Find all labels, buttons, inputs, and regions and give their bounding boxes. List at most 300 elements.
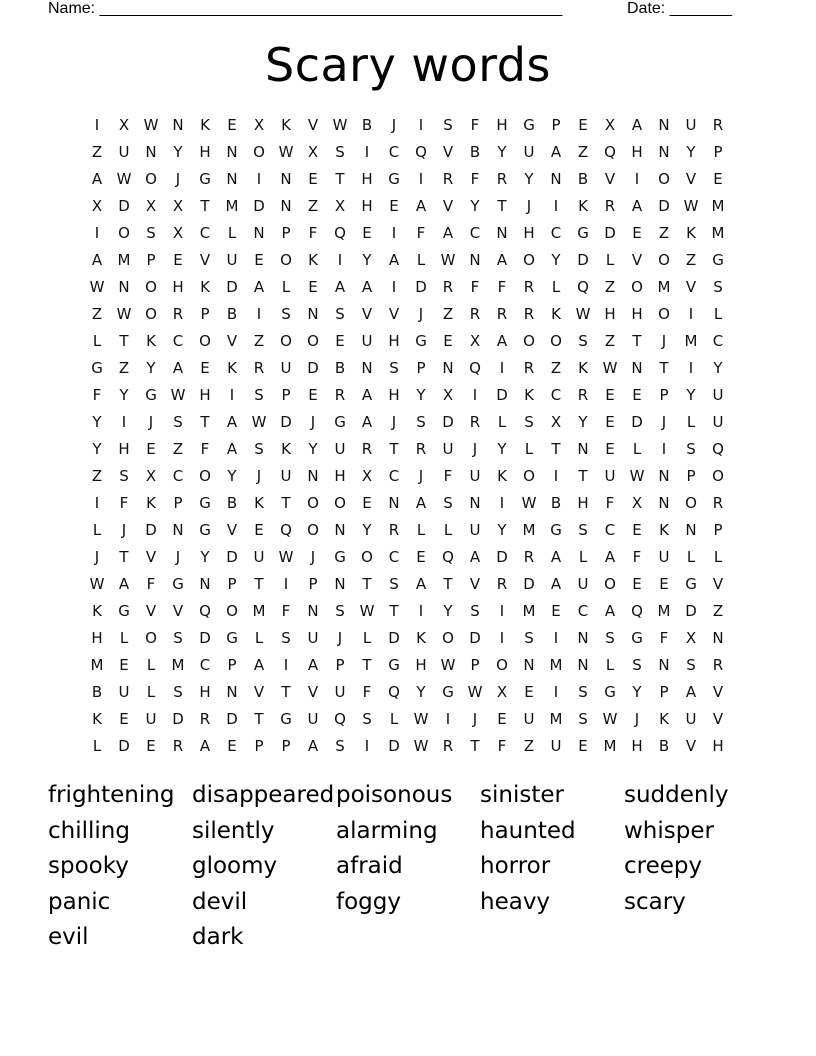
grid-letter: N — [712, 629, 724, 647]
grid-letter: O — [280, 251, 292, 269]
grid-letter: H — [388, 386, 400, 404]
grid-letter: C — [388, 548, 400, 566]
grid-letter: J — [310, 413, 316, 431]
grid-letter: N — [577, 656, 589, 674]
grid-letter: Y — [470, 197, 480, 215]
grid-letter: O — [658, 251, 670, 269]
grid-letter: S — [335, 305, 345, 323]
grid-letter: I — [499, 629, 505, 647]
grid-letter: E — [173, 251, 183, 269]
grid-letter: S — [389, 359, 399, 377]
grid-letter: X — [334, 197, 346, 215]
grid-letter: J — [526, 197, 532, 215]
grid-letter: W — [413, 737, 429, 755]
grid-letter: Z — [658, 224, 670, 242]
grid-letter: A — [685, 683, 697, 701]
grid-letter: T — [362, 656, 372, 674]
grid-letter: J — [391, 116, 397, 134]
grid-letter: X — [145, 197, 157, 215]
grid-letter: Z — [307, 197, 319, 215]
grid-letter: S — [524, 413, 534, 431]
grid-letter: N — [577, 440, 589, 458]
grid-letter: Z — [685, 251, 697, 269]
grid-letter: L — [92, 737, 102, 755]
grid-letter: D — [226, 548, 238, 566]
grid-letter: N — [658, 656, 670, 674]
grid-letter: N — [442, 359, 454, 377]
grid-letter: W — [89, 278, 105, 296]
grid-letter: N — [118, 278, 130, 296]
grid-letter: S — [443, 116, 453, 134]
grid-letter: R — [172, 737, 184, 755]
grid-letter: E — [632, 521, 642, 539]
grid-letter: X — [118, 116, 130, 134]
grid-letter: M — [657, 278, 671, 296]
grid-letter: B — [361, 116, 373, 134]
grid-letter: Q — [631, 602, 643, 620]
grid-letter: O — [658, 170, 670, 188]
grid-letter: S — [335, 143, 345, 161]
word-item: silently — [192, 817, 275, 844]
grid-letter: Z — [172, 440, 184, 458]
grid-letter: U — [604, 467, 616, 485]
grid-letter: X — [469, 332, 481, 350]
grid-letter: A — [226, 413, 238, 431]
grid-letter: W — [143, 116, 159, 134]
grid-letter: Y — [416, 683, 426, 701]
grid-letter: K — [92, 602, 102, 620]
grid-letter: I — [337, 251, 343, 269]
grid-letter: N — [226, 683, 238, 701]
word-item: scary — [624, 888, 686, 915]
grid-letter: K — [551, 305, 561, 323]
grid-letter: E — [578, 737, 588, 755]
grid-letter: D — [226, 710, 238, 728]
grid-letter: S — [578, 521, 588, 539]
grid-letter: G — [712, 251, 724, 269]
grid-letter: A — [307, 737, 319, 755]
grid-letter: G — [118, 602, 130, 620]
grid-letter: S — [443, 494, 453, 512]
word-item: frightening — [48, 782, 175, 808]
grid-letter: L — [389, 710, 399, 728]
grid-letter: X — [631, 494, 643, 512]
grid-letter: Z — [577, 143, 589, 161]
grid-letter: M — [657, 602, 671, 620]
grid-letter: E — [605, 386, 615, 404]
grid-letter: B — [226, 494, 238, 512]
word-item: whisper — [624, 817, 714, 844]
grid-letter: M — [171, 656, 185, 674]
grid-letter: Z — [91, 143, 103, 161]
grid-letter: P — [659, 683, 669, 701]
grid-letter: T — [389, 602, 399, 620]
grid-letter: I — [418, 602, 424, 620]
grid-letter: O — [631, 278, 643, 296]
grid-letter: A — [361, 413, 373, 431]
grid-letter: W — [602, 710, 618, 728]
grid-letter: O — [523, 251, 535, 269]
grid-letter: K — [497, 467, 507, 485]
grid-letter: U — [334, 440, 346, 458]
grid-letter: F — [119, 494, 129, 512]
grid-letter: D — [118, 197, 130, 215]
grid-letter: L — [92, 521, 102, 539]
grid-letter: W — [629, 467, 645, 485]
grid-letter: H — [496, 116, 508, 134]
grid-letter: S — [335, 602, 345, 620]
grid-letter: W — [251, 413, 267, 431]
grid-letter: L — [416, 521, 426, 539]
grid-letter: Q — [388, 683, 400, 701]
grid-letter: X — [172, 197, 184, 215]
grid-letter: I — [391, 278, 397, 296]
grid-letter: H — [334, 467, 346, 485]
grid-letter: Y — [713, 359, 723, 377]
grid-letter: L — [281, 278, 291, 296]
grid-letter: C — [388, 467, 400, 485]
grid-letter: K — [146, 332, 156, 350]
grid-letter: E — [335, 332, 345, 350]
grid-letter: F — [443, 467, 453, 485]
grid-letter: L — [254, 629, 264, 647]
grid-letter: T — [254, 710, 264, 728]
grid-letter: T — [632, 332, 642, 350]
grid-letter: I — [121, 413, 127, 431]
grid-letter: R — [712, 656, 724, 674]
grid-letter: C — [172, 332, 184, 350]
grid-letter: W — [332, 116, 348, 134]
grid-letter: W — [359, 602, 375, 620]
grid-letter: H — [361, 170, 373, 188]
grid-letter: O — [334, 494, 346, 512]
grid-letter: F — [497, 737, 507, 755]
grid-letter: V — [631, 251, 643, 269]
grid-letter: P — [416, 359, 426, 377]
grid-letter: O — [199, 467, 211, 485]
grid-letter: V — [361, 305, 373, 323]
grid-letter: L — [119, 629, 129, 647]
grid-letter: R — [712, 116, 724, 134]
grid-letter: G — [442, 683, 454, 701]
grid-letter: F — [470, 116, 480, 134]
grid-letter: S — [578, 710, 588, 728]
grid-letter: I — [364, 143, 370, 161]
grid-letter: S — [254, 440, 264, 458]
grid-letter: Q — [712, 440, 724, 458]
grid-letter: W — [116, 305, 132, 323]
grid-letter: A — [118, 575, 130, 593]
grid-letter: M — [117, 251, 131, 269]
grid-letter: L — [605, 251, 615, 269]
grid-letter: A — [172, 359, 184, 377]
grid-letter: J — [94, 548, 100, 566]
grid-letter: Y — [443, 602, 453, 620]
grid-letter: M — [549, 656, 563, 674]
grid-letter: T — [362, 575, 372, 593]
word-item: devil — [192, 888, 248, 915]
grid-letter: U — [550, 737, 562, 755]
grid-letter: R — [496, 305, 508, 323]
grid-letter: R — [469, 413, 481, 431]
grid-letter: C — [199, 656, 211, 674]
grid-letter: L — [632, 440, 642, 458]
grid-letter: C — [577, 602, 589, 620]
grid-letter: V — [712, 575, 724, 593]
grid-letter: T — [470, 737, 480, 755]
grid-letter: Q — [442, 548, 454, 566]
grid-letter: D — [469, 629, 481, 647]
grid-letter: S — [119, 467, 129, 485]
grid-letter: K — [578, 197, 588, 215]
grid-letter: A — [442, 224, 454, 242]
grid-letter: E — [605, 413, 615, 431]
grid-letter: Y — [362, 251, 372, 269]
grid-letter: U — [145, 710, 157, 728]
grid-letter: J — [418, 467, 424, 485]
grid-letter: W — [440, 251, 456, 269]
grid-letter: I — [418, 116, 424, 134]
grid-letter: O — [361, 548, 373, 566]
grid-letter: O — [523, 467, 535, 485]
grid-letter: I — [283, 656, 289, 674]
word-item: haunted — [480, 817, 576, 844]
grid-letter: C — [388, 143, 400, 161]
grid-letter: A — [253, 278, 265, 296]
grid-letter: U — [685, 710, 697, 728]
grid-letter: S — [416, 413, 426, 431]
grid-letter: U — [442, 440, 454, 458]
grid-letter: J — [310, 548, 316, 566]
grid-letter: V — [712, 710, 724, 728]
grid-letter: R — [442, 170, 454, 188]
grid-letter: E — [308, 278, 318, 296]
grid-letter: Y — [551, 251, 561, 269]
grid-letter: B — [91, 683, 103, 701]
grid-letter: W — [575, 305, 591, 323]
word-item: afraid — [336, 853, 403, 879]
word-item: horror — [480, 853, 551, 879]
grid-letter: S — [362, 710, 372, 728]
grid-letter: D — [388, 737, 400, 755]
grid-letter: B — [577, 170, 589, 188]
grid-letter: A — [415, 575, 427, 593]
grid-letter: I — [499, 359, 505, 377]
grid-letter: J — [472, 710, 478, 728]
grid-letter: A — [199, 737, 211, 755]
grid-letter: I — [418, 170, 424, 188]
grid-letter: Q — [334, 224, 346, 242]
grid-letter: W — [683, 197, 699, 215]
grid-letter: V — [442, 197, 454, 215]
grid-letter: H — [577, 494, 589, 512]
grid-letter: N — [523, 656, 535, 674]
grid-letter: P — [200, 305, 210, 323]
grid-letter: G — [604, 683, 616, 701]
grid-letter: K — [254, 494, 264, 512]
grid-letter: H — [712, 737, 724, 755]
grid-letter: T — [119, 332, 129, 350]
grid-letter: H — [172, 278, 184, 296]
grid-letter: G — [91, 359, 103, 377]
grid-letter: S — [173, 413, 183, 431]
grid-letter: O — [307, 332, 319, 350]
grid-letter: E — [389, 197, 399, 215]
grid-letter: O — [685, 494, 697, 512]
grid-letter: N — [172, 116, 184, 134]
grid-letter: F — [470, 170, 480, 188]
grid-letter: O — [199, 332, 211, 350]
grid-letter: Y — [362, 521, 372, 539]
grid-letter: A — [496, 251, 508, 269]
grid-letter: E — [362, 494, 372, 512]
grid-letter: K — [227, 359, 237, 377]
grid-letter: T — [389, 440, 399, 458]
grid-letter: T — [200, 413, 210, 431]
page-title: Scary words — [265, 38, 551, 92]
grid-letter: O — [712, 467, 724, 485]
grid-letter: N — [226, 170, 238, 188]
grid-letter: T — [254, 575, 264, 593]
grid-letter: G — [199, 494, 211, 512]
grid-letter: U — [307, 710, 319, 728]
grid-letter: G — [388, 656, 400, 674]
grid-letter: I — [391, 224, 397, 242]
grid-letter: K — [578, 359, 588, 377]
grid-letter: M — [711, 197, 725, 215]
grid-letter: V — [685, 737, 697, 755]
grid-letter: N — [307, 305, 319, 323]
grid-letter: A — [91, 170, 103, 188]
grid-letter: F — [308, 224, 318, 242]
grid-letter: N — [469, 251, 481, 269]
grid-letter: A — [226, 440, 238, 458]
grid-letter: E — [443, 332, 453, 350]
grid-letter: W — [170, 386, 186, 404]
grid-letter: P — [713, 521, 723, 539]
grid-letter: H — [91, 629, 103, 647]
grid-letter: D — [658, 197, 670, 215]
grid-letter: T — [497, 197, 507, 215]
grid-letter: R — [577, 386, 589, 404]
word-item: chilling — [48, 817, 130, 844]
grid-letter: K — [686, 224, 696, 242]
grid-letter: R — [496, 575, 508, 593]
grid-letter: S — [173, 683, 183, 701]
grid-letter: V — [685, 278, 697, 296]
grid-letter: N — [577, 629, 589, 647]
grid-letter: C — [172, 467, 184, 485]
grid-letter: E — [308, 170, 318, 188]
grid-letter: M — [225, 197, 239, 215]
word-item: evil — [48, 924, 89, 950]
grid-letter: X — [604, 116, 616, 134]
grid-letter: X — [145, 467, 157, 485]
grid-letter: P — [254, 737, 264, 755]
grid-letter: K — [200, 116, 210, 134]
grid-letter: A — [631, 116, 643, 134]
grid-letter: T — [659, 359, 669, 377]
grid-letter: N — [550, 170, 562, 188]
grid-letter: B — [226, 305, 238, 323]
grid-letter: L — [686, 548, 696, 566]
grid-letter: E — [497, 710, 507, 728]
grid-letter: M — [684, 332, 698, 350]
grid-letter: N — [334, 575, 346, 593]
grid-letter: O — [496, 656, 508, 674]
grid-letter: E — [308, 386, 318, 404]
grid-letter: N — [469, 494, 481, 512]
grid-letter: G — [226, 629, 238, 647]
grid-letter: P — [146, 251, 156, 269]
grid-letter: U — [253, 548, 265, 566]
grid-letter: X — [91, 197, 103, 215]
grid-letter: L — [416, 251, 426, 269]
grid-letter: E — [362, 224, 372, 242]
grid-letter: E — [524, 683, 534, 701]
grid-letter: E — [578, 116, 588, 134]
grid-letter: A — [334, 278, 346, 296]
grid-letter: I — [634, 170, 640, 188]
grid-letter: K — [659, 710, 669, 728]
grid-letter: V — [307, 683, 319, 701]
grid-letter: G — [415, 332, 427, 350]
grid-letter: D — [172, 710, 184, 728]
grid-letter: L — [497, 413, 507, 431]
grid-letter: N — [253, 224, 265, 242]
grid-letter: Y — [497, 143, 507, 161]
word-item: heavy — [480, 888, 551, 915]
grid-letter: O — [145, 170, 157, 188]
grid-letter: O — [307, 494, 319, 512]
grid-letter: K — [146, 494, 156, 512]
grid-letter: O — [307, 521, 319, 539]
grid-letter: D — [253, 197, 265, 215]
grid-letter: H — [199, 683, 211, 701]
word-item: suddenly — [624, 782, 729, 808]
grid-letter: W — [521, 494, 537, 512]
grid-letter: R — [334, 386, 346, 404]
grid-letter: X — [442, 386, 454, 404]
grid-letter: A — [631, 197, 643, 215]
grid-letter: Y — [308, 440, 318, 458]
grid-letter: A — [307, 656, 319, 674]
grid-letter: X — [685, 629, 697, 647]
grid-letter: Z — [253, 332, 265, 350]
grid-letter: P — [335, 656, 345, 674]
grid-letter: A — [604, 602, 616, 620]
grid-letter: R — [388, 521, 400, 539]
grid-letter: U — [118, 143, 130, 161]
grid-letter: L — [146, 656, 156, 674]
grid-letter: V — [172, 602, 184, 620]
grid-letter: D — [388, 629, 400, 647]
grid-letter: A — [361, 386, 373, 404]
grid-letter: Y — [92, 413, 102, 431]
grid-letter: E — [119, 710, 129, 728]
grid-letter: S — [578, 683, 588, 701]
grid-letter: F — [632, 548, 642, 566]
grid-letter: E — [254, 521, 264, 539]
grid-letter: F — [362, 683, 372, 701]
grid-letter: R — [442, 278, 454, 296]
grid-letter: U — [577, 575, 589, 593]
grid-letter: F — [470, 278, 480, 296]
grid-letter: H — [631, 737, 643, 755]
grid-letter: I — [94, 116, 100, 134]
grid-letter: Z — [604, 278, 616, 296]
grid-letter: I — [94, 494, 100, 512]
